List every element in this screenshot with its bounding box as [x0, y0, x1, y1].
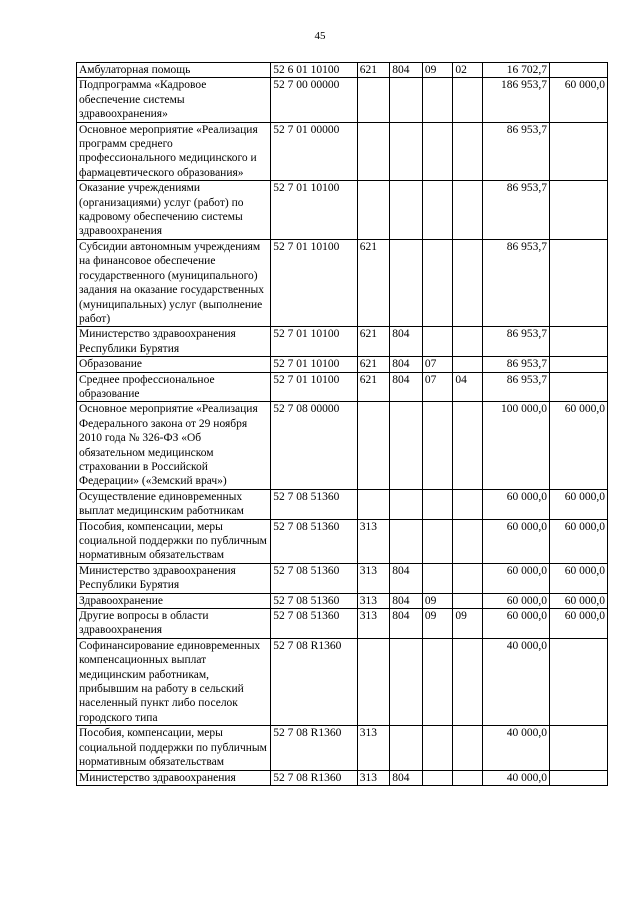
cell-section — [422, 327, 453, 357]
cell-ministry-code: 804 — [390, 609, 423, 639]
table-row — [77, 519, 608, 563]
cell-section — [422, 239, 453, 326]
cell-expense-type: 313 — [357, 593, 390, 608]
table-row — [77, 63, 608, 78]
cell-amount-total: 40 000,0 — [482, 726, 549, 770]
cell-target-code: 52 7 08 51360 — [271, 519, 357, 563]
cell-subsection — [453, 402, 483, 489]
cell-amount-federal — [549, 239, 607, 326]
cell-amount-federal — [549, 181, 607, 240]
cell-expense-type: 621 — [357, 372, 390, 402]
table-row — [77, 563, 608, 593]
cell-section: 09 — [422, 63, 453, 78]
table-row — [77, 770, 608, 785]
cell-section — [422, 78, 453, 122]
cell-target-code: 52 7 01 10100 — [271, 239, 357, 326]
cell-subsection: 09 — [453, 609, 483, 639]
table-row — [77, 357, 608, 372]
cell-ministry-code: 804 — [390, 372, 423, 402]
cell-subsection: 04 — [453, 372, 483, 402]
table-row — [77, 593, 608, 608]
cell-subsection — [453, 593, 483, 608]
cell-amount-federal — [549, 122, 607, 181]
cell-ministry-code — [390, 181, 423, 240]
cell-expense-type — [357, 638, 390, 725]
cell-amount-total: 86 953,7 — [482, 239, 549, 326]
cell-target-code: 52 7 01 10100 — [271, 327, 357, 357]
table-row — [77, 239, 608, 326]
cell-expense-type: 313 — [357, 519, 390, 563]
cell-ministry-code: 804 — [390, 357, 423, 372]
table-row — [77, 638, 608, 725]
cell-subsection — [453, 770, 483, 785]
cell-section — [422, 122, 453, 181]
cell-subsection: 02 — [453, 63, 483, 78]
cell-target-code: 52 7 01 10100 — [271, 181, 357, 240]
cell-name: Подпрограмма «Кадровое обеспечение системы здравоохранения» — [77, 78, 271, 122]
cell-target-code: 52 7 00 00000 — [271, 78, 357, 122]
table-row — [77, 372, 608, 402]
cell-subsection — [453, 78, 483, 122]
page-number: 45 — [314, 30, 326, 42]
cell-name: Здравоохранение — [77, 593, 271, 608]
table-row — [77, 78, 608, 122]
cell-amount-federal — [549, 63, 607, 78]
cell-name: Субсидии автономным учреждениям на финансовое обеспечение государственного (муниципального) задания на оказание государственных (муниципальных) услуг (выполнение работ) — [77, 239, 271, 326]
cell-amount-federal — [549, 770, 607, 785]
cell-subsection — [453, 357, 483, 372]
cell-amount-total: 86 953,7 — [482, 372, 549, 402]
cell-section — [422, 519, 453, 563]
cell-ministry-code: 804 — [390, 563, 423, 593]
cell-amount-federal: 60 000,0 — [549, 563, 607, 593]
cell-amount-federal — [549, 726, 607, 770]
table-row — [77, 402, 608, 489]
cell-expense-type — [357, 181, 390, 240]
cell-name: Образование — [77, 357, 271, 372]
cell-amount-total: 86 953,7 — [482, 357, 549, 372]
cell-expense-type: 313 — [357, 726, 390, 770]
table-row — [77, 122, 608, 181]
cell-subsection — [453, 638, 483, 725]
cell-amount-total: 100 000,0 — [482, 402, 549, 489]
budget-table-body — [77, 63, 608, 786]
cell-amount-federal — [549, 327, 607, 357]
cell-subsection — [453, 563, 483, 593]
cell-amount-total: 40 000,0 — [482, 770, 549, 785]
cell-amount-federal: 60 000,0 — [549, 609, 607, 639]
cell-amount-total: 60 000,0 — [482, 609, 549, 639]
cell-expense-type: 313 — [357, 770, 390, 785]
cell-target-code: 52 7 08 R1360 — [271, 638, 357, 725]
cell-section: 09 — [422, 593, 453, 608]
cell-name: Софинансирование единовременных компенсационных выплат медицинским работникам, прибывшим на работу в сельский населенный пункт либо поселок городского типа — [77, 638, 271, 725]
cell-amount-total: 16 702,7 — [482, 63, 549, 78]
cell-section — [422, 638, 453, 725]
cell-name: Среднее профессиональное образование — [77, 372, 271, 402]
cell-section — [422, 726, 453, 770]
budget-table — [76, 62, 608, 786]
cell-name: Другие вопросы в области здравоохранения — [77, 609, 271, 639]
cell-section — [422, 402, 453, 489]
cell-section: 09 — [422, 609, 453, 639]
cell-name: Пособия, компенсации, меры социальной поддержки по публичным нормативным обязательствам — [77, 519, 271, 563]
cell-ministry-code — [390, 519, 423, 563]
cell-expense-type — [357, 402, 390, 489]
cell-section: 07 — [422, 372, 453, 402]
cell-amount-federal: 60 000,0 — [549, 593, 607, 608]
cell-subsection — [453, 726, 483, 770]
cell-name: Министерство здравоохранения Республики Бурятия — [77, 563, 271, 593]
cell-amount-federal — [549, 357, 607, 372]
cell-amount-total: 60 000,0 — [482, 593, 549, 608]
cell-expense-type: 621 — [357, 327, 390, 357]
cell-expense-type — [357, 78, 390, 122]
cell-amount-federal: 60 000,0 — [549, 402, 607, 489]
cell-expense-type: 313 — [357, 563, 390, 593]
cell-subsection — [453, 327, 483, 357]
table-row — [77, 726, 608, 770]
cell-name: Основное мероприятие «Реализация программ среднего профессионального медицинского и фармацевтического образования» — [77, 122, 271, 181]
cell-section: 07 — [422, 357, 453, 372]
cell-amount-federal — [549, 638, 607, 725]
table-row — [77, 327, 608, 357]
cell-section — [422, 489, 453, 519]
cell-expense-type: 313 — [357, 609, 390, 639]
cell-amount-total: 86 953,7 — [482, 122, 549, 181]
cell-expense-type — [357, 122, 390, 181]
cell-target-code: 52 7 08 51360 — [271, 489, 357, 519]
cell-ministry-code — [390, 78, 423, 122]
cell-name: Основное мероприятие «Реализация Федерального закона от 29 ноября 2010 года № 326-ФЗ «Об обязательном медицинском страховании в Российской Федерации» («Земский врач») — [77, 402, 271, 489]
cell-target-code: 52 7 08 R1360 — [271, 770, 357, 785]
cell-subsection — [453, 122, 483, 181]
cell-expense-type: 621 — [357, 357, 390, 372]
cell-name: Оказание учреждениями (организациями) услуг (работ) по кадровому обеспечению системы здравоохранения — [77, 181, 271, 240]
cell-section — [422, 181, 453, 240]
cell-expense-type: 621 — [357, 63, 390, 78]
cell-subsection — [453, 239, 483, 326]
cell-amount-federal — [549, 372, 607, 402]
cell-amount-total: 60 000,0 — [482, 563, 549, 593]
cell-name: Осуществление единовременных выплат медицинским работникам — [77, 489, 271, 519]
cell-ministry-code: 804 — [390, 63, 423, 78]
cell-target-code: 52 7 08 51360 — [271, 593, 357, 608]
cell-section — [422, 563, 453, 593]
cell-ministry-code — [390, 489, 423, 519]
table-row — [77, 181, 608, 240]
cell-target-code: 52 7 01 00000 — [271, 122, 357, 181]
cell-amount-total: 86 953,7 — [482, 181, 549, 240]
cell-ministry-code: 804 — [390, 327, 423, 357]
cell-target-code: 52 7 01 10100 — [271, 372, 357, 402]
cell-ministry-code — [390, 638, 423, 725]
cell-expense-type: 621 — [357, 239, 390, 326]
cell-subsection — [453, 519, 483, 563]
cell-name: Пособия, компенсации, меры социальной поддержки по публичным нормативным обязательствам — [77, 726, 271, 770]
cell-section — [422, 770, 453, 785]
cell-amount-total: 86 953,7 — [482, 327, 549, 357]
cell-amount-total: 60 000,0 — [482, 489, 549, 519]
cell-name: Министерство здравоохранения Республики Бурятия — [77, 327, 271, 357]
cell-amount-total: 60 000,0 — [482, 519, 549, 563]
table-row — [77, 489, 608, 519]
cell-target-code: 52 7 08 51360 — [271, 609, 357, 639]
cell-target-code: 52 7 08 51360 — [271, 563, 357, 593]
cell-target-code: 52 7 01 10100 — [271, 357, 357, 372]
cell-name: Министерство здравоохранения — [77, 770, 271, 785]
cell-ministry-code — [390, 726, 423, 770]
cell-amount-federal: 60 000,0 — [549, 519, 607, 563]
cell-target-code: 52 6 01 10100 — [271, 63, 357, 78]
table-row — [77, 609, 608, 639]
cell-subsection — [453, 489, 483, 519]
cell-ministry-code — [390, 239, 423, 326]
cell-target-code: 52 7 08 R1360 — [271, 726, 357, 770]
cell-subsection — [453, 181, 483, 240]
cell-ministry-code: 804 — [390, 770, 423, 785]
cell-ministry-code: 804 — [390, 593, 423, 608]
cell-target-code: 52 7 08 00000 — [271, 402, 357, 489]
cell-amount-total: 186 953,7 — [482, 78, 549, 122]
cell-ministry-code — [390, 122, 423, 181]
cell-amount-total: 40 000,0 — [482, 638, 549, 725]
cell-amount-federal: 60 000,0 — [549, 78, 607, 122]
cell-name: Амбулаторная помощь — [77, 63, 271, 78]
cell-ministry-code — [390, 402, 423, 489]
cell-amount-federal: 60 000,0 — [549, 489, 607, 519]
cell-expense-type — [357, 489, 390, 519]
